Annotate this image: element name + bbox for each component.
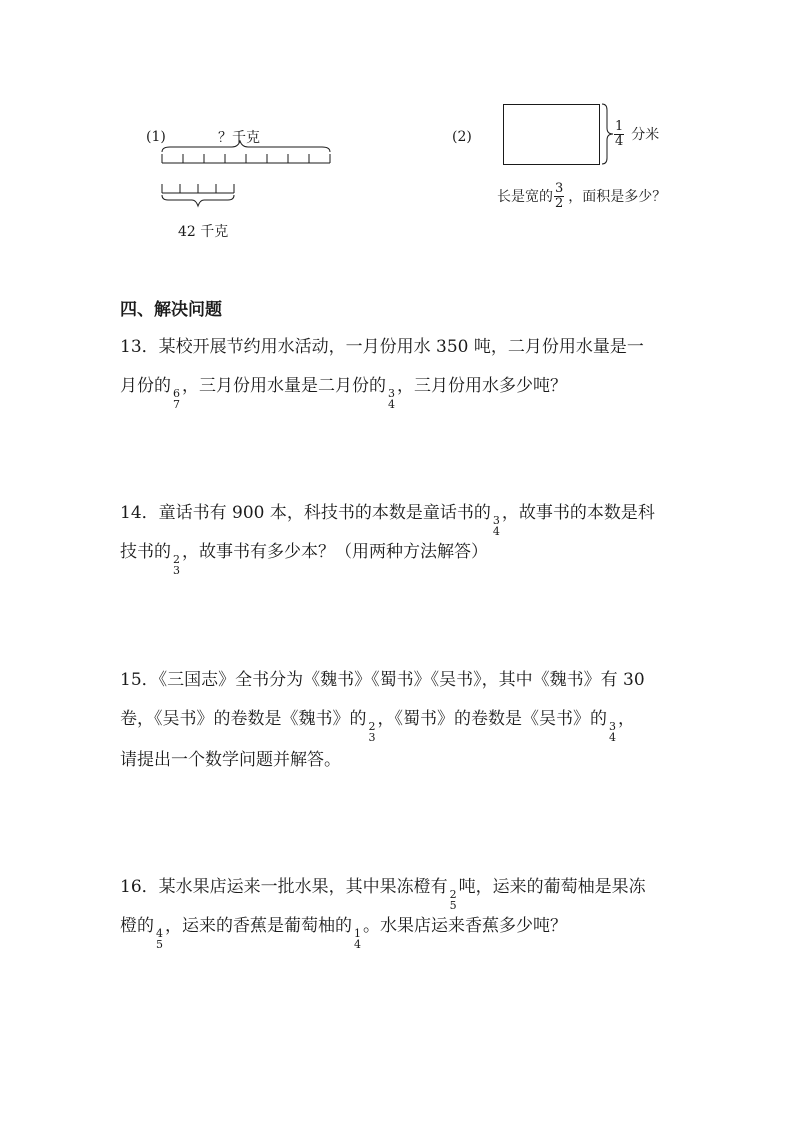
figure2-side-label bbox=[613, 120, 659, 148]
fraction: 6 7 bbox=[173, 386, 180, 412]
fraction: 2 5 bbox=[449, 887, 457, 913]
fraction: 1 4 bbox=[354, 926, 361, 952]
fraction: 3 4 bbox=[492, 513, 500, 539]
fraction: 3 4 bbox=[388, 386, 395, 412]
question-15-line2: 卷，《吴书》的卷数是《魏书》的 2 3 ，《蜀书》的卷数是《吴书》的 3 4 ， bbox=[120, 709, 635, 745]
question-16-line2: 橙的 4 5 ，运来的香蕉是葡萄柚的 1 4 。水果店运来香蕉多少吨？ bbox=[120, 916, 567, 952]
figure2-label: (2) bbox=[452, 129, 472, 145]
side-unit: 分米 bbox=[631, 127, 660, 144]
figure1-label: (1) bbox=[146, 129, 166, 145]
fraction: $\frac{1}{4}$ bbox=[615, 119, 624, 149]
question-16-line1: 16．某水果店运来一批水果，其中果冻橙有 2 5 吨，运来的葡萄柚是果冻 bbox=[120, 877, 646, 913]
section-heading: 四、解决问题 bbox=[120, 300, 222, 320]
figure2-caption: 长是宽的 $\frac{3}{2}$ ，面积是多少？ bbox=[497, 181, 667, 211]
fraction: 2 3 bbox=[173, 552, 180, 578]
figure1-bottom-label: 42 千克 bbox=[178, 224, 229, 240]
question-14-line1: 14．童话书有 900 本，科技书的本数是童话书的 3 4 ，故事书的本数是科 bbox=[120, 503, 655, 539]
figure2-rectangle bbox=[503, 104, 600, 165]
question-15-line1: 15．《三国志》全书分为《魏书》《蜀书》《吴书》，其中《魏书》有 30 bbox=[120, 670, 645, 690]
fraction: 2 3 bbox=[368, 719, 376, 745]
question-15-line3: 请提出一个数学问题并解答。 bbox=[120, 750, 341, 770]
fraction: 3 4 bbox=[609, 719, 616, 745]
figure1-top-label: ？千克 bbox=[218, 130, 260, 146]
figure1-segment-diagram bbox=[150, 140, 350, 220]
question-14-line2: 技书的 2 3 ，故事书有多少本？（用两种方法解答） bbox=[120, 542, 488, 578]
fraction: 4 5 bbox=[156, 926, 163, 952]
question-13-line2: 月份的 6 7 ，三月份用水量是二月份的 3 4 ，三月份用水多少吨？ bbox=[120, 376, 567, 412]
question-13-line1: 13．某校开展节约用水活动，一月份用水 350 吨，二月份用水量是一 bbox=[120, 337, 644, 357]
fraction: $\frac{3}{2}$ bbox=[555, 181, 564, 211]
